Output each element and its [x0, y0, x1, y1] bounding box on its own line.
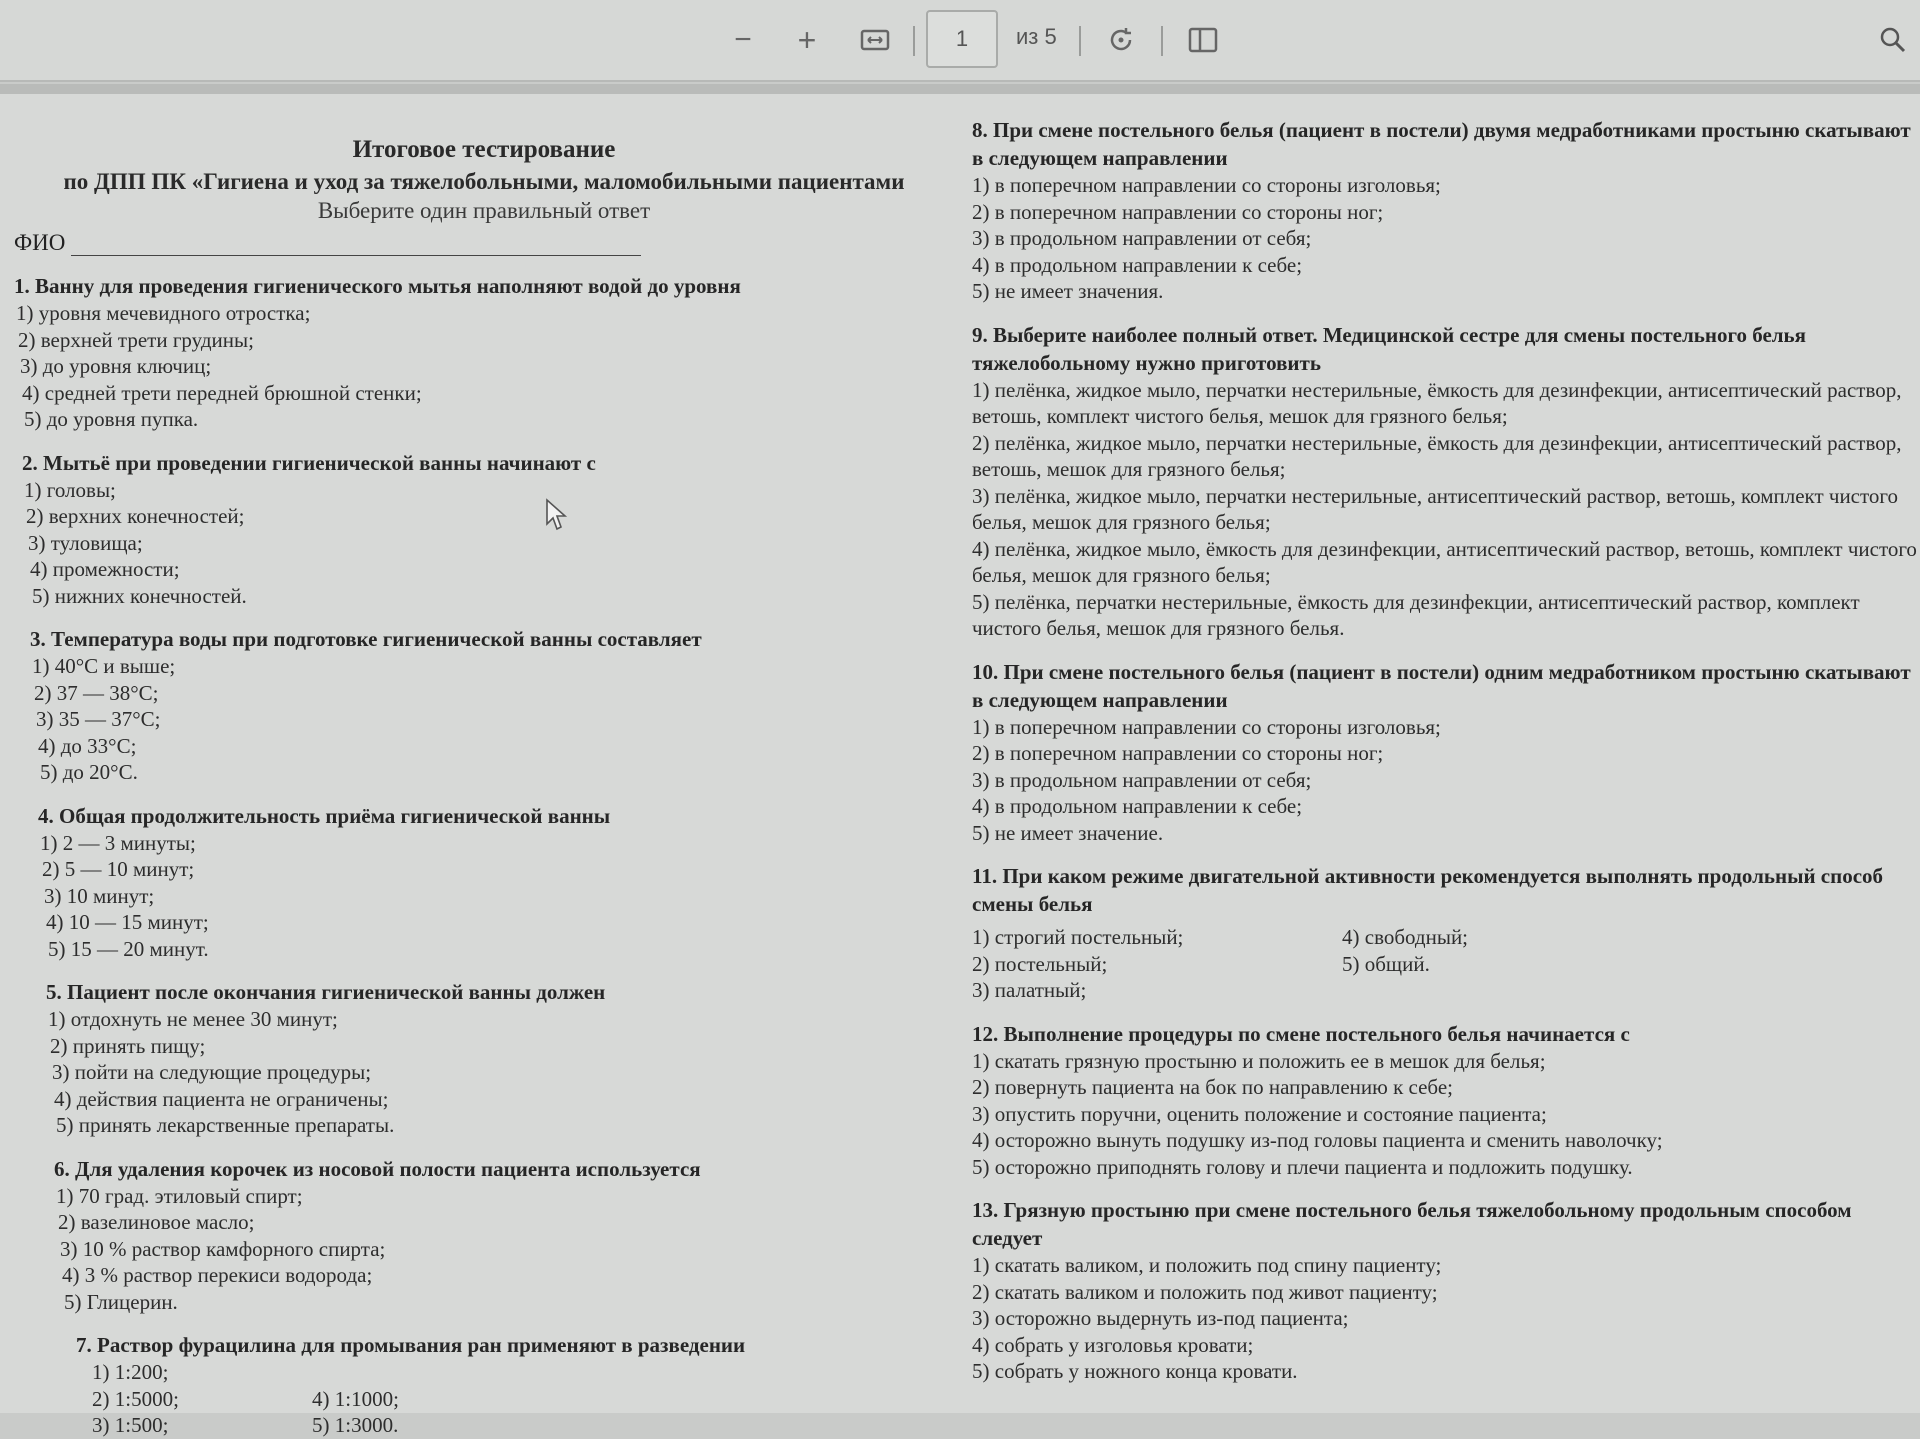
toolbar-separator	[1161, 26, 1163, 56]
answer-option: 4) собрать у изголовья кровати;	[972, 1332, 1254, 1357]
page-header	[14, 136, 954, 224]
mouse-pointer-icon	[545, 498, 567, 532]
answer-option: 4) пелёнка, жидкое мыло, ёмкость для дезинфекции, антисептический раствор, ветошь, комплект чистого белья, мешок для грязного белья;	[972, 536, 1917, 587]
answer-option: 2) пелёнка, жидкое мыло, перчатки нестерильные, ёмкость для дезинфекции, антисептический раствор, ветошь, мешок для грязного белья;	[972, 430, 1902, 481]
answer-option: 3) пойти на следующие процедуры;	[52, 1060, 372, 1084]
page-total: из 5	[1016, 24, 1057, 49]
answer-option: 3) опустить поручни, оценить положение и состояние пациента;	[972, 1101, 1547, 1126]
answer-option: 2) принять пищу;	[50, 1033, 206, 1058]
page-view-button[interactable]	[1186, 18, 1220, 62]
answer-option: 2) скатать валиком и положить под живот пациенту;	[972, 1279, 1438, 1304]
question-block	[972, 1020, 1920, 1181]
zoom-out-button[interactable]	[728, 18, 758, 62]
fio-row	[14, 230, 954, 256]
left-column	[14, 94, 954, 1439]
minus-icon: −	[734, 23, 752, 56]
answer-option: 4) в продольном направлении к себе;	[972, 252, 1303, 277]
answer-option: 5) не имеет значение.	[972, 820, 1164, 845]
toolbar-separator	[913, 26, 915, 56]
answer-option: 4) в продольном направлении к себе;	[972, 794, 1303, 818]
answer-option: 1) головы;	[24, 477, 116, 502]
fio-field[interactable]	[71, 236, 641, 256]
answer-option: 3) осторожно выдернуть из-под пациента;	[972, 1306, 1349, 1330]
rotate-button[interactable]	[1104, 18, 1138, 62]
answer-options-grid	[76, 1386, 954, 1439]
answer-option: 2) верхних конечностей;	[26, 504, 245, 528]
answer-option: 4) 10 — 15 минут;	[46, 910, 209, 934]
question-block	[14, 978, 954, 1139]
answer-option: 5) общий.	[1342, 951, 1430, 976]
question-block	[14, 802, 954, 963]
pdf-toolbar	[0, 0, 1920, 82]
answer-option: 2) 1:5000;	[92, 1386, 179, 1411]
right-questions-2	[972, 1020, 1920, 1385]
answer-option: 1) пелёнка, жидкое мыло, перчатки нестерильные, ёмкость для дезинфекции, антисептический раствор, ветошь, комплект чистого белья, мешок для грязного белья;	[972, 377, 1902, 428]
rotate-icon	[1106, 25, 1136, 55]
answer-option: 4) действия пациента не ограничены;	[54, 1086, 389, 1111]
answer-option: 3) пелёнка, жидкое мыло, перчатки нестерильные, антисептический раствор, ветошь, комплект чистого белья, мешок для грязного белья;	[972, 483, 1898, 534]
question-7	[14, 1331, 954, 1439]
page-number-input[interactable]	[926, 10, 998, 68]
answer-option: 3) 1:500;	[92, 1413, 169, 1437]
question-title: 12. Выполнение процедуры по смене постельного белья начинается с	[972, 1021, 1630, 1046]
answer-option: 2) повернуть пациента на бок по направлению к себе;	[972, 1075, 1453, 1099]
answer-option: 4) свободный;	[1342, 925, 1469, 949]
question-title: 11. При каком режиме двигательной активности рекомендуется выполнять продольный способ смены белья	[972, 864, 1884, 916]
answer-option: 3) 10 минут;	[44, 883, 155, 908]
question-title: 7. Раствор фурацилина для промывания ран применяют в разведении	[76, 1333, 746, 1357]
answer-option: 3) в продольном направлении от себя;	[972, 767, 1312, 792]
answer-option: 1) отдохнуть не менее 30 минут;	[48, 1007, 338, 1031]
answer-option: 2) вазелиновое масло;	[58, 1210, 255, 1234]
answer-option: 1) 40°С и выше;	[32, 654, 176, 678]
answer-option: 4) промежности;	[30, 557, 180, 581]
question-block	[972, 1196, 1920, 1385]
answer-option: 2) в поперечном направлении со стороны ног;	[972, 199, 1384, 224]
question-title: 10. При смене постельного белья (пациент в постели) одним медработником простыню скатывают в следующем направлении	[972, 659, 1911, 712]
answer-option: 5) до уровня пупка.	[24, 407, 199, 431]
answer-option: 4) 3 % раствор перекиси водорода;	[62, 1263, 373, 1287]
question-block	[14, 449, 954, 610]
answer-option: 5) 1:3000.	[312, 1413, 399, 1437]
left-questions	[14, 272, 954, 1315]
search-button[interactable]	[1876, 18, 1910, 62]
answer-option: 1) 2 — 3 минуты;	[40, 830, 196, 855]
answer-option: 3) палатный;	[972, 978, 1087, 1002]
zoom-in-button[interactable]	[792, 18, 822, 62]
answer-option: 1) 70 град. этиловый спирт;	[56, 1183, 303, 1208]
question-title: 2. Мытьё при проведении гигиенической ванны начинают с	[22, 450, 596, 475]
page-title: Итоговое тестирование	[352, 136, 616, 163]
question-title: 3. Температура воды при подготовке гигиенической ванны составляет	[30, 627, 702, 651]
answer-option: 1) скатать валиком, и положить под спину пациенту;	[972, 1253, 1442, 1277]
answer-option: 1) скатать грязную простыню и положить ее в мешок для белья;	[972, 1048, 1546, 1073]
answer-option: 1) в поперечном направлении со стороны изголовья;	[972, 173, 1441, 197]
right-questions	[972, 116, 1920, 846]
question-block	[14, 1155, 954, 1316]
answer-option: 2) постельный;	[972, 951, 1108, 976]
answer-option: 5) до 20°С.	[40, 760, 138, 784]
answer-options-grid	[972, 924, 1920, 1004]
answer-option: 2) 37 — 38°С;	[34, 680, 159, 705]
question-block	[14, 272, 954, 433]
question-title: 4. Общая продолжительность приёма гигиенической ванны	[38, 803, 611, 828]
question-title: 6. Для удаления корочек из носовой полости пациента используется	[54, 1156, 701, 1181]
answer-option: 5) Глицерин.	[64, 1289, 178, 1314]
answer-option: 5) нижних конечностей.	[32, 583, 247, 608]
answer-option: 4) средней трети передней брюшной стенки;	[22, 380, 422, 405]
instruction-text: Выберите один правильный ответ	[317, 198, 651, 223]
question-title: 9. Выберите наиболее полный ответ. Медицинской сестре для смены постельного белья тяжелобольному нужно приготовить	[972, 322, 1807, 375]
fit-width-button[interactable]	[858, 18, 892, 62]
course-title: по ДПП ПК «Гигиена и уход за тяжелобольными, маломобильными пациентами	[63, 169, 905, 194]
right-column	[972, 94, 1920, 1385]
document-page	[0, 94, 1920, 1437]
page-view-icon	[1188, 27, 1218, 53]
answer-option: 1) строгий постельный;	[972, 925, 1184, 949]
answer-option: 3) до уровня ключиц;	[20, 354, 212, 378]
answer-option: 5) 15 — 20 минут.	[48, 936, 209, 961]
fio-label: ФИО	[14, 230, 66, 255]
answer-option: 2) 5 — 10 минут;	[42, 857, 195, 881]
question-block	[972, 321, 1920, 642]
answer-option: 1) 1:200;	[92, 1360, 169, 1384]
answer-option: 5) осторожно приподнять голову и плечи пациента и подложить подушку.	[972, 1154, 1633, 1179]
answer-option: 3) 10 % раствор камфорного спирта;	[60, 1236, 386, 1261]
search-icon	[1879, 26, 1907, 54]
answer-option: 5) собрать у ножного конца кровати.	[972, 1359, 1298, 1383]
question-title: 8. При смене постельного белья (пациент в постели) двумя медработниками простыню скатывают в следующем направлении	[972, 118, 1911, 170]
answer-option: 5) не имеет значения.	[972, 279, 1164, 303]
answer-option: 2) в поперечном направлении со стороны ног;	[972, 741, 1384, 765]
answer-option: 3) 35 — 37°С;	[36, 707, 161, 731]
answer-option: 1) уровня мечевидного отростка;	[16, 301, 311, 325]
question-11	[972, 862, 1920, 1004]
plus-icon: +	[797, 21, 817, 58]
fit-width-icon	[860, 29, 890, 51]
answer-option: 1) в поперечном направлении со стороны изголовья;	[972, 714, 1441, 739]
answer-option: 3) в продольном направлении от себя;	[972, 226, 1312, 250]
answer-option: 2) верхней трети грудины;	[18, 327, 254, 352]
question-block	[14, 625, 954, 786]
answer-option: 5) принять лекарственные препараты.	[56, 1113, 395, 1137]
question-block	[972, 658, 1920, 847]
toolbar-separator	[1079, 26, 1081, 56]
question-title: 1. Ванну для проведения гигиенического мытья наполняют водой до уровня	[14, 274, 741, 298]
toolbar-shadow	[0, 84, 1920, 94]
question-title: 13. Грязную простыню при смене постельного белья тяжелобольному продольным способом следует	[972, 1198, 1852, 1250]
answer-option: 4) осторожно вынуть подушку из-под головы пациента и сменить наволочку;	[972, 1128, 1663, 1152]
answer-option: 3) туловища;	[28, 530, 143, 555]
answer-option: 5) пелёнка, перчатки нестерильные, ёмкость для дезинфекции, антисептический раствор, комплект чистого белья, мешок для грязного белья.	[972, 589, 1860, 640]
answer-option: 4) до 33°С;	[38, 733, 137, 758]
page-number-value: 1	[955, 26, 969, 51]
question-block	[972, 116, 1920, 305]
answer-option: 4) 1:1000;	[312, 1386, 399, 1411]
question-title: 5. Пациент после окончания гигиенической ванны должен	[46, 980, 606, 1004]
